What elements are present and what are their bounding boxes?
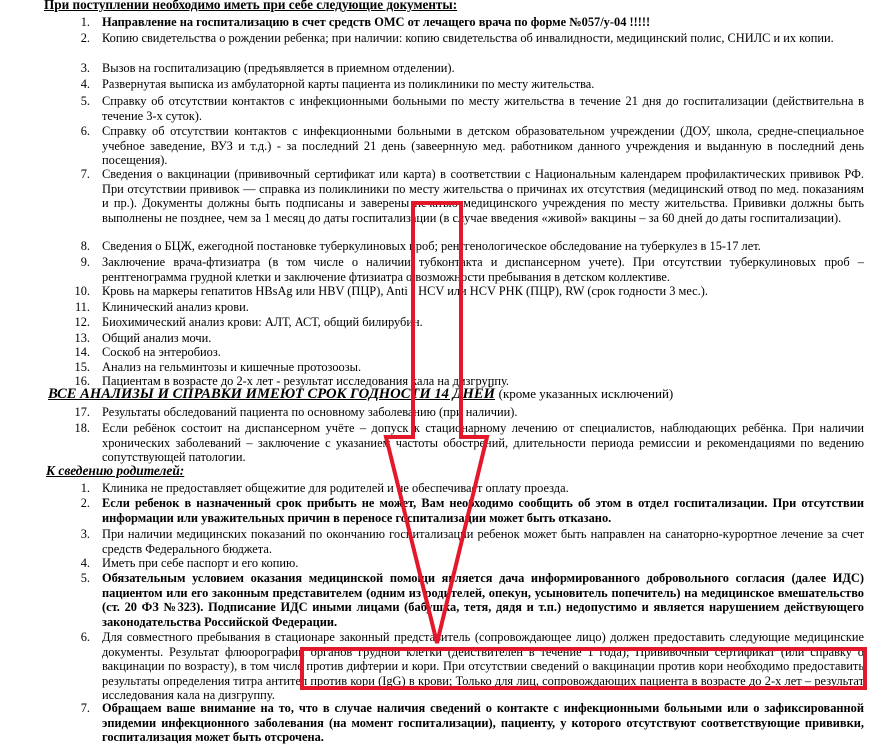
list-item-text: Пациентам в возрасте до 2-х лет - результат исследования кала на дизгруппу.	[102, 374, 510, 388]
list-item-text: Если ребёнок состоит на диспансерном учёте – допуск к стационарному лечению от специалистов, наблюдающих ребёнка. При наличии хронических заболеваний – заключение с указанием частоты обострений, длительности периода ремиссии и рекомендациями по ведению сопутствующей патологии.	[102, 421, 864, 465]
list-item-text: Заключение врача-фтизиатра (в том числе о наличии тубконтакта и диспансерном учете). При отсутствии туберкулиновых проб – рентгенограмма грудной клетки и заключение фтизиатра о возможности пребывания в детском коллективе.	[102, 255, 864, 284]
list-item-text: Анализ на гельминтозы и кишечные протозоозы.	[102, 360, 362, 374]
list-item-text: Клиника не предоставляет общежитие для родителей и не обеспечивает оплату проезда.	[102, 481, 569, 495]
list-item-text: Общий анализ мочи.	[102, 331, 212, 345]
list-item-text: Кровь на маркеры гепатитов HBsAg или HBV (ПЦР), Anti - HCV или HCV РНК (ПЦР), RW (срок годности 3 мес.).	[102, 284, 708, 298]
list-item-text: Обязательным условием оказания медицинской помощи является дача информированного добровольного согласия (далее ИДС) пациентом или его законным представителем (одним из родителей, опекун, усыновитель попечитель) на медицинское вмешательство (ст. 20 ФЗ №323). Подписание ИДС иными лицами (бабушка, тетя, дядя и т.п.) недопустимо и является нарушением действующего законодательства Российской Федерации.	[102, 571, 864, 629]
parents-info-heading: К сведению родителей:	[46, 463, 185, 478]
list-item-text: Справку об отсутствии контактов с инфекционными больными в детском образовательном учреждении (ДОУ, школа, средне-специальное учебное заведение, ВУЗ и т.д.) - за последний 21 день (завеернную мед. работником данного учреждения и выданную в последний день посещения).	[102, 124, 864, 168]
list-item-text: Если ребенок в назначенный срок прибыть не может, Вам необходимо сообщить об этом в отдел госпитализации. При отсутствии информации или уважительных причин в переносе госпитализации может быть отказано.	[102, 496, 864, 525]
list-item-number: 4.	[80, 77, 90, 91]
list-item-text: Иметь при себе паспорт и его копию.	[102, 556, 299, 570]
list-item-text: Клинический анализ крови.	[102, 300, 249, 314]
list-item-number: 17.	[74, 405, 90, 419]
list-item-text: При наличии медицинских показаний по окончанию госпитализации ребенок может быть направлен на санаторно-курортное лечение за счет средств Федерального бюджета.	[102, 527, 864, 556]
list-item-number: 14.	[74, 345, 90, 359]
list-item-text: Направление на госпитализацию в счет средств ОМС от лечащего врача по форме №057/у-04 !!!!!	[102, 15, 651, 29]
list-item-text: Развернутая выписка из амбулаторной карты пациента из поликлиники по месту жительства.	[102, 77, 595, 91]
list-item-number: 6.	[80, 124, 90, 138]
list-item-number: 4.	[80, 556, 90, 570]
list-item-number: 7.	[80, 167, 90, 181]
list-item-text: Результаты обследований пациента по основному заболеванию (при наличии).	[102, 405, 518, 419]
list-item-number: 5.	[80, 94, 90, 108]
list-item-number: 9.	[80, 255, 90, 269]
list-item-number: 7.	[80, 701, 90, 715]
list-item-number: 3.	[80, 61, 90, 75]
list-item-number: 10.	[74, 284, 90, 298]
list-item-number: 18.	[74, 421, 90, 435]
list-item-number: 12.	[74, 315, 90, 329]
list-item-number: 2.	[80, 31, 90, 45]
list-item-text: Сведения о БЦЖ, ежегодной постановке туберкулиновых проб; рентгенологическое обследование на туберкулез в 15-17 лет.	[102, 239, 761, 253]
list-item-text: Для совместного пребывания в стационаре законный представитель (сопровождающее лицо) должен предоставить следующие медицинские документы. Результат флюорографии органов грудной клетки (действителен в течение 1 года); Прививочный сертификат (или справку о вакцинации по возрасту), в том числе против дифтерии и кори. При отсутствии сведений о вакцинации против кори необходимо предоставить результаты определения титра антител против кори (IgG) в крови; Только для лиц, сопровождающих пациента в возрасте до 2-х лет – результат исследования кала на дизгруппу.	[102, 630, 864, 703]
list-item-number: 16.	[74, 374, 90, 388]
highlight-box-annotation	[300, 647, 867, 690]
list-item-number: 6.	[80, 630, 90, 644]
list-item-number: 13.	[74, 331, 90, 345]
list-item-number: 1.	[80, 15, 90, 29]
list-item-number: 11.	[74, 300, 90, 314]
list-item-number: 15.	[74, 360, 90, 374]
document-heading: При поступлении необходимо иметь при себе следующие документы:	[44, 0, 458, 12]
list-item-number: 8.	[80, 239, 90, 253]
list-item-text: Копию свидетельства о рождении ребенка; при наличии: копию свидетельства об инвалидности, медицинский полис, СНИЛС и их копии.	[102, 31, 834, 45]
list-item-text: Обращаем ваше внимание на то, что в случае наличия сведений о контакте с инфекционными больными или о зафиксированной эпидемии инфекционного заболевания (на момент госпитализации), пациенту, у которого отсутствуют соответствующие прививки, госпитализация может быть отсрочена.	[102, 701, 864, 745]
list-item-text: Сведения о вакцинации (прививочный сертификат или карта) в соответствии с Национальным календарем профилактических прививок РФ. При отсутствии прививок — справка из поликлиники по месту жительства о причинах их отсутствия (медицинский отвод по мед. показаниям и пр.). Документы должны быть подписаны и заверены печатью медицинского учреждения по месту жительства. Прививки должны быть выполнены не позднее, чем за 1 месяц до даты госпитализации (в случае введения «живой» вакцины – за 60 дней до даты госпитализации).	[102, 167, 864, 225]
list-item-number: 3.	[80, 527, 90, 541]
list-item-text: Соскоб на энтеробиоз.	[102, 345, 221, 359]
validity-banner-note: (кроме указанных исключений)	[498, 386, 674, 401]
list-item-text: Справку об отсутствии контактов с инфекционными больными по месту жительства в течение 21 дня до госпитализации (действительна в течение 3-х суток).	[102, 94, 864, 123]
list-item-number: 5.	[80, 571, 90, 585]
list-item-text: Вызов на госпитализацию (предъявляется в приемном отделении).	[102, 61, 455, 75]
validity-banner-text: ВСЕ АНАЛИЗЫ И СПРАВКИ ИМЕЮТ СРОК ГОДНОСТИ 14 ДНЕЙ	[48, 386, 495, 402]
list-item-text: Биохимический анализ крови: АЛТ, АСТ, общий билирубин.	[102, 315, 423, 329]
list-item-number: 2.	[80, 496, 90, 510]
list-item-number: 1.	[80, 481, 90, 495]
